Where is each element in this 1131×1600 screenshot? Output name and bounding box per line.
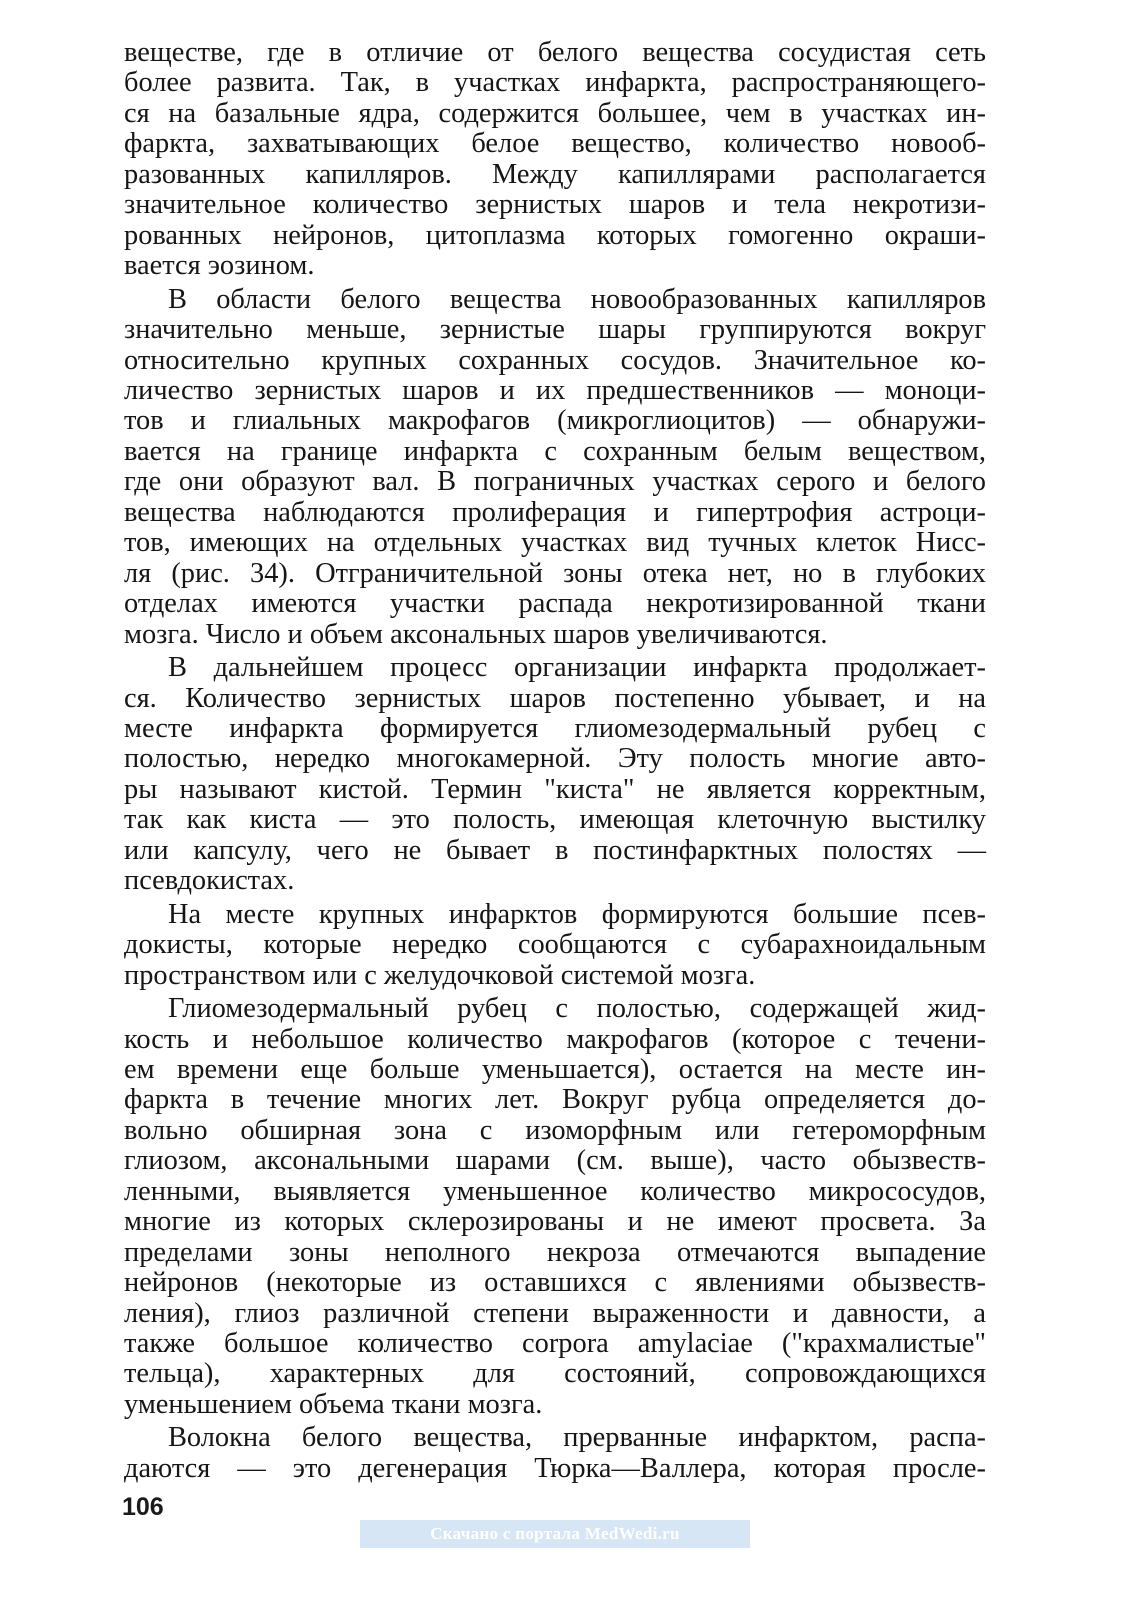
text-line: ся. Количество зернистых шаров постепенно убывает, и на <box>124 682 986 714</box>
text-line: На месте крупных инфарктов формируются большие псев- <box>168 898 986 930</box>
text-line: тов, имеющих на отдельных участках вид тучных клеток Нисс- <box>124 527 986 559</box>
text-line: Глиомезодермальный рубец с полостью, содержащей жид- <box>168 993 986 1025</box>
text-line: так как киста — это полость, имеющая клеточную выстилку <box>124 804 986 836</box>
text-line: пределами зоны неполного некроза отмечаются выпадение <box>124 1236 986 1268</box>
text-line: Волокна белого вещества, прерванные инфарктом, распа- <box>168 1422 986 1454</box>
paragraph <box>124 653 986 897</box>
text-line: фаркта, захватывающих белое вещество, количество новооб- <box>124 128 986 160</box>
text-line: нейронов (некоторые из оставшихся с явлениями обызвеств- <box>124 1267 986 1299</box>
text-line: также большое количество corpora amylaciae ("крахмалистые" <box>124 1328 986 1360</box>
watermark-banner: Скачано с портала MedWedi.ru <box>360 1520 750 1548</box>
text-line: ся на базальные ядра, содержится большее, чем в участках ин- <box>124 97 986 129</box>
text-line: глиозом, аксональными шарами (см. выше), часто обызвеств- <box>124 1145 986 1177</box>
text-line: тельца), характерных для состояний, сопровождающихся <box>124 1358 986 1390</box>
text-line: отделах имеются участки распада некротизированной ткани <box>124 588 986 620</box>
text-line: вещества наблюдаются пролиферация и гипертрофия астроци- <box>124 496 986 528</box>
text-line: веществе, где в отличие от белого вещества сосудистая сеть <box>124 37 986 68</box>
text-line: личество зернистых шаров и их предшественников — моноци- <box>124 374 986 406</box>
text-line: ля (рис. 34). Отграничительной зоны отека нет, но в глубоких <box>124 557 986 589</box>
paragraph <box>124 1423 986 1484</box>
paragraph <box>124 994 986 1420</box>
text-line: вается на границе инфаркта с сохранным белым веществом, <box>124 435 986 467</box>
text-line: ем времени еще больше уменьшается), остается на месте ин- <box>124 1053 986 1085</box>
text-line: или капсулу, чего не бывает в постинфарктных полостях — <box>124 834 986 866</box>
text-line: В дальнейшем процесс организации инфаркта продолжает- <box>168 652 986 684</box>
text-line: рованных нейронов, цитоплазма которых гомогенно окраши- <box>124 219 986 251</box>
text-line: докисты, которые нередко сообщаются с субарахноидальным <box>124 929 986 961</box>
body-text <box>124 38 986 1484</box>
text-line: значительное количество зернистых шаров и тела некротизи- <box>124 189 986 221</box>
text-line: относительно крупных сохранных сосудов. Значительное ко- <box>124 344 986 376</box>
text-line: псевдокистах. <box>124 865 295 897</box>
text-line: многие из которых склерозированы и не имеют просвета. За <box>124 1206 986 1238</box>
text-line: полостью, нередко многокамерной. Эту полость многие авто- <box>124 743 986 775</box>
text-line: тов и глиальных макрофагов (микроглиоцитов) — обнаружи- <box>124 405 986 437</box>
text-line: фаркта в течение многих лет. Вокруг рубца определяется до- <box>124 1084 986 1116</box>
text-line: более развита. Так, в участках инфаркта, распространяющего- <box>124 67 986 99</box>
paragraph <box>124 900 986 991</box>
text-line: мозга. Число и объем аксональных шаров увеличиваются. <box>124 618 828 650</box>
text-line: разованных капилляров. Между капиллярами располагается <box>124 158 986 190</box>
paragraph <box>124 38 986 282</box>
text-line: вается эозином. <box>124 250 315 282</box>
text-line: ления), глиоз различной степени выраженности и давности, а <box>124 1297 986 1329</box>
text-line: ленными, выявляется уменьшенное количество микрососудов, <box>124 1175 986 1207</box>
text-line: значительно меньше, зернистые шары группируются вокруг <box>124 314 986 346</box>
text-line: месте инфаркта формируется глиомезодермальный рубец с <box>124 712 986 744</box>
text-line: вольно обширная зона с изоморфным или гетероморфным <box>124 1114 986 1146</box>
text-line: даются — это дегенерация Тюрка—Валлера, которая просле- <box>124 1452 986 1484</box>
text-line: где они образуют вал. В пограничных участках серого и белого <box>124 466 986 498</box>
text-line: пространством или с желудочковой системой мозга. <box>124 959 756 991</box>
text-line: В области белого вещества новообразованных капилляров <box>168 283 986 315</box>
text-line: ры называют кистой. Термин "киста" не является корректным, <box>124 773 986 805</box>
text-line: кость и небольшое количество макрофагов (которое с течени- <box>124 1023 986 1055</box>
paragraph <box>124 285 986 650</box>
text-line: уменьшением объема ткани мозга. <box>124 1388 543 1420</box>
page-number: 106 <box>122 1493 164 1521</box>
